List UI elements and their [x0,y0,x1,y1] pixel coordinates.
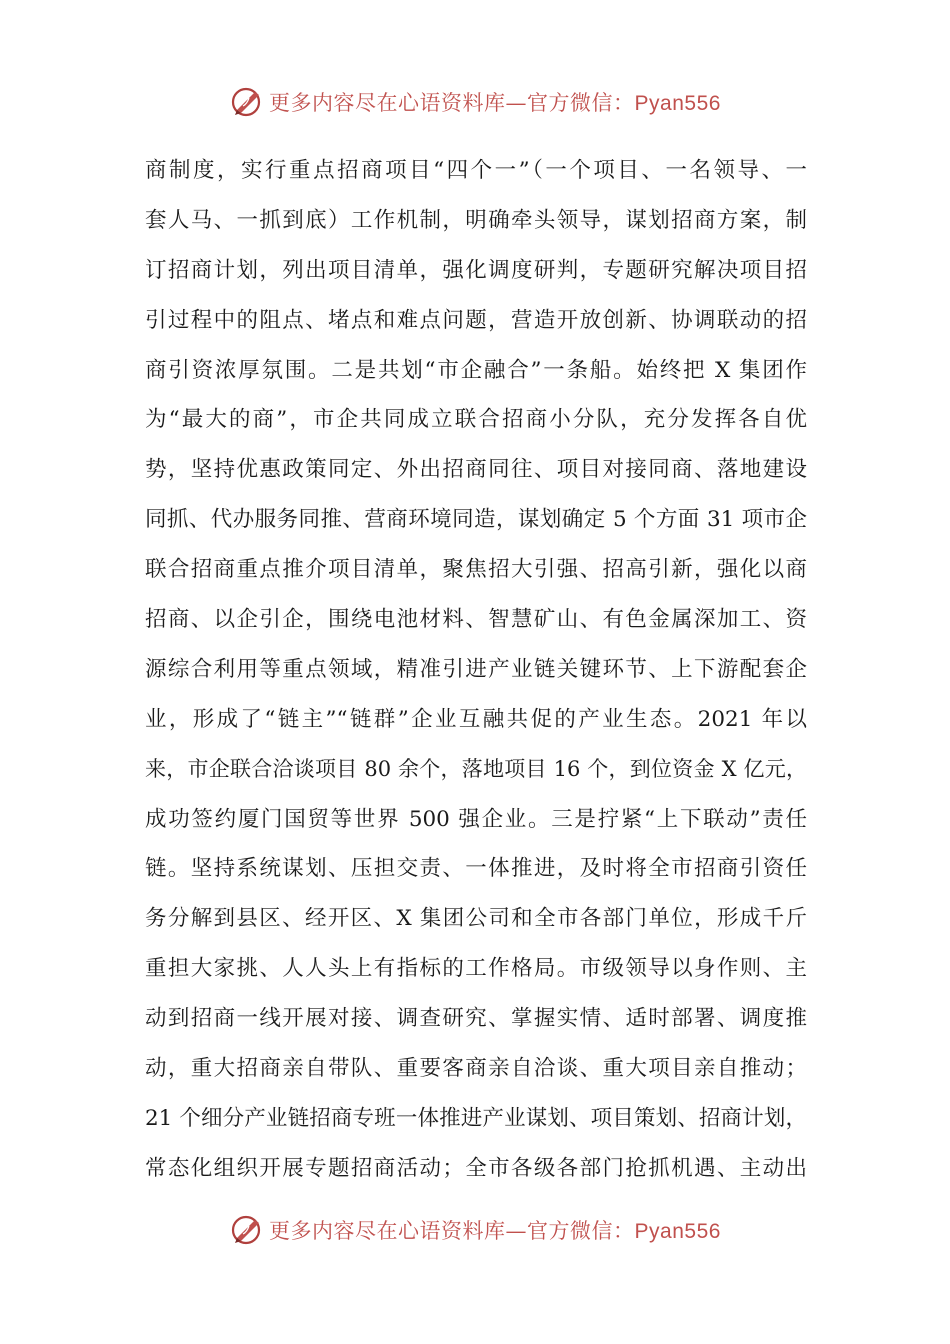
header-handle: Pyan556 [634,92,721,115]
footer-text [269,1215,721,1245]
header-banner [0,82,950,122]
body-line: 来，市企联合洽谈项目 80 余个，落地项目 16 个，到位资金 X 亿元， [145,756,807,781]
body-line: 动到招商一线开展对接、调查研究、掌握实情、适时部署、调度推 [145,1006,807,1032]
body-line: 源综合利用等重点领域，精准引进产业链关键环节、上下游配套企 [145,656,807,682]
body-line: 链。坚持系统谋划、压担交责、一体推进，及时将全市招商引资任 [145,856,807,882]
body-line: 务分解到县区、经开区、X 集团公司和全市各部门单位，形成千斤 [145,906,807,932]
header-text [269,87,721,117]
body-line: 业，形成了“链主”“链群”企业互融共促的产业生态。2021 年以 [145,706,807,732]
pen-logo-icon [229,84,265,120]
body-line: 同抓、代办服务同推、营商环境同造，谋划确定 5 个方面 31 项市企 [145,507,807,533]
body-line: 成功签约厦门国贸等世界 500 强企业。三是拧紧“上下联动”责任 [145,806,807,832]
body-line: 套人马、一抓到底）工作机制，明确牵头领导，谋划招商方案，制 [145,207,807,233]
document-body [145,146,807,1194]
header-site-text: 更多内容尽在心语资料库—官方微信： [269,91,635,115]
body-line: 为“最大的商”，市企共同成立联合招商小分队，充分发挥各自优 [145,407,807,433]
body-line: 21 个细分产业链招商专班一体推进产业谋划、项目策划、招商计划， [145,1105,807,1131]
body-line: 订招商计划，列出项目清单，强化调度研判，专题研究解决项目招 [145,257,807,283]
body-line: 势，坚持优惠政策同定、外出招商同往、项目对接同商、落地建设 [145,457,807,483]
body-line: 常态化组织开展专题招商活动；全市各级各部门抢抓机遇、主动出 [145,1155,807,1181]
body-line: 联合招商重点推介项目清单，聚焦招大引强、招高引新，强化以商 [145,557,807,583]
body-line: 引过程中的阻点、堵点和难点问题，营造开放创新、协调联动的招 [145,307,807,333]
footer-site-text: 更多内容尽在心语资料库—官方微信： [269,1219,635,1243]
body-line: 商制度，实行重点招商项目“四个一”（一个项目、一名领导、一 [145,158,807,183]
body-line: 招商、以企引企，围绕电池材料、智慧矿山、有色金属深加工、资 [145,607,807,633]
pen-logo-icon [229,1212,265,1248]
footer-banner [0,1210,950,1250]
body-line: 重担大家挑、人人头上有指标的工作格局。市级领导以身作则、主 [145,956,807,982]
body-line: 动，重大招商亲自带队、重要客商亲自洽谈、重大项目亲自推动； [145,1056,807,1082]
body-line: 商引资浓厚氛围。二是共划“市企融合”一条船。始终把 X 集团作 [145,357,807,383]
footer-handle: Pyan556 [634,1220,721,1243]
